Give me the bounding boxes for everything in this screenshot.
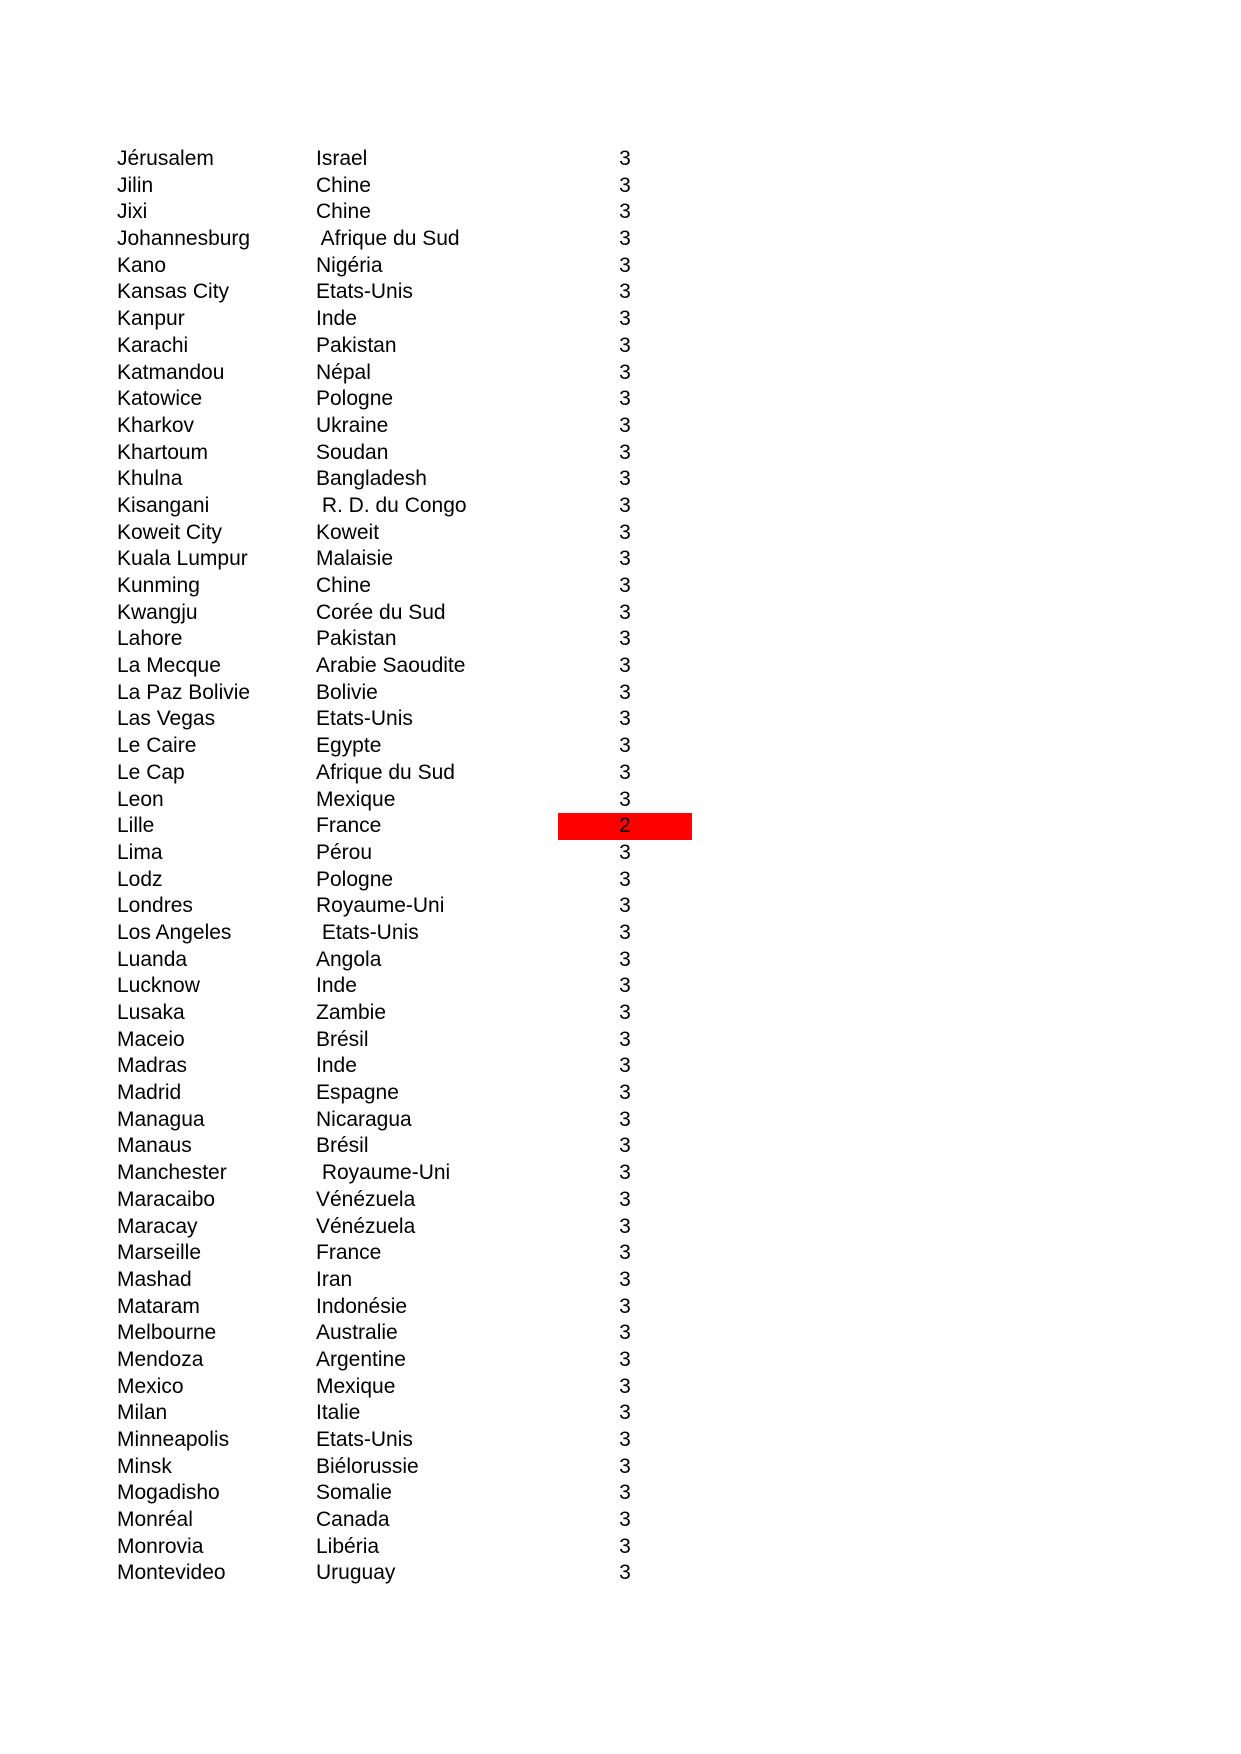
country-cell: Koweit: [316, 520, 380, 544]
country-cell: Chine: [316, 200, 371, 224]
value-cell: 3: [619, 1534, 631, 1558]
table-row: [0, 1107, 1241, 1134]
country-cell: Argentine: [316, 1347, 406, 1371]
country-cell: Bangladesh: [316, 467, 427, 491]
city-cell: Maracay: [117, 1214, 198, 1238]
table-row: [0, 920, 1241, 947]
value-cell: 3: [619, 1001, 631, 1024]
city-cell: Lodz: [117, 867, 163, 891]
value-cell: 3: [619, 307, 631, 331]
country-cell: Indonésie: [316, 1294, 408, 1318]
country-cell: Chine: [316, 574, 371, 597]
country-cell: Mexique: [316, 787, 396, 811]
table-row: [0, 279, 1241, 306]
country-cell: Brésil: [316, 1134, 369, 1158]
city-cell: Milan: [117, 1401, 168, 1425]
country-cell: Angola: [316, 947, 382, 971]
table-row: [0, 706, 1241, 733]
city-cell: Karachi: [117, 333, 189, 357]
country-cell: Zambie: [316, 1001, 387, 1024]
city-cell: Le Caire: [117, 734, 197, 758]
country-cell: Soudan: [316, 440, 389, 464]
country-cell: Libéria: [316, 1534, 380, 1558]
value-cell: 3: [619, 1374, 631, 1398]
city-cell: Mexico: [117, 1374, 184, 1398]
value-cell: 3: [619, 1294, 631, 1318]
country-cell: Inde: [316, 307, 357, 331]
country-cell: Nigéria: [316, 253, 383, 277]
table-row: [0, 973, 1241, 1000]
city-cell: Kunming: [117, 574, 200, 597]
value-cell: 3: [619, 1161, 631, 1185]
table-row: [0, 199, 1241, 226]
country-cell: Pérou: [316, 840, 373, 864]
value-cell: 3: [619, 493, 631, 517]
value-cell: 3: [619, 200, 631, 224]
value-cell: 3: [619, 253, 631, 277]
table-row: [0, 1214, 1241, 1241]
table-row: [0, 1454, 1241, 1481]
city-cell: Kharkov: [117, 413, 195, 437]
city-cell: Maracaibo: [117, 1187, 216, 1211]
city-cell: Lusaka: [117, 1001, 185, 1024]
city-cell: Managua: [117, 1107, 205, 1131]
table-row: [0, 893, 1241, 920]
country-cell: Arabie Saoudite: [316, 654, 466, 678]
table-row: [0, 493, 1241, 520]
value-cell: 3: [619, 1481, 631, 1505]
country-cell: France: [316, 1241, 382, 1265]
city-cell: Jérusalem: [117, 147, 214, 170]
city-cell: Lille: [117, 814, 155, 838]
city-cell: Mataram: [117, 1294, 200, 1318]
spreadsheet-table: [0, 146, 1241, 1587]
table-row: [0, 1400, 1241, 1427]
value-cell: 3: [619, 1081, 631, 1105]
value-cell: 3: [619, 1187, 631, 1211]
value-cell: 3: [619, 760, 631, 784]
value-cell: 3: [619, 867, 631, 891]
country-cell: Iran: [316, 1267, 353, 1291]
city-cell: Montevideo: [117, 1561, 226, 1585]
table-row: [0, 413, 1241, 440]
city-cell: Manaus: [117, 1134, 192, 1158]
table-row: [0, 466, 1241, 493]
city-cell: Koweit City: [117, 520, 223, 544]
table-row: [0, 1187, 1241, 1214]
table-row: [0, 1000, 1241, 1027]
value-cell: 3: [619, 1027, 631, 1051]
country-cell: Israel: [316, 147, 368, 170]
table-row: [0, 1347, 1241, 1374]
country-cell: Malaisie: [316, 547, 394, 571]
value-cell: 3: [619, 654, 631, 678]
value-cell: 3: [619, 1054, 631, 1078]
table-row: [0, 1080, 1241, 1107]
table-row: [0, 1133, 1241, 1160]
table-row: [0, 173, 1241, 200]
country-cell: Canada: [316, 1508, 390, 1532]
value-cell: 3: [619, 227, 631, 251]
country-cell: Royaume-Uni: [316, 1161, 451, 1185]
country-cell: Pakistan: [316, 627, 397, 651]
table-row: [0, 440, 1241, 467]
table-row: [0, 1240, 1241, 1267]
table-row: [0, 573, 1241, 600]
city-cell: Kwangju: [117, 600, 198, 624]
city-cell: Mogadisho: [117, 1481, 220, 1505]
city-cell: Londres: [117, 894, 193, 918]
city-cell: Kuala Lumpur: [117, 547, 248, 571]
city-cell: Marseille: [117, 1241, 202, 1265]
city-cell: Kanpur: [117, 307, 185, 331]
city-cell: Luanda: [117, 947, 188, 971]
value-cell: 3: [619, 680, 631, 704]
country-cell: Etats-Unis: [316, 920, 419, 944]
table-row: [0, 1294, 1241, 1321]
city-cell: La Paz Bolivie: [117, 680, 251, 704]
value-cell: 3: [619, 600, 631, 624]
country-cell: Nicaragua: [316, 1107, 412, 1131]
country-cell: Népal: [316, 360, 371, 384]
value-cell: 3: [619, 387, 631, 411]
value-cell: 3: [619, 1321, 631, 1345]
city-cell: Manchester: [117, 1161, 227, 1185]
city-cell: Kisangani: [117, 493, 210, 517]
country-cell: Biélorussie: [316, 1454, 419, 1478]
table-row: [0, 1053, 1241, 1080]
table-row: [0, 1480, 1241, 1507]
value-cell: 3: [619, 1241, 631, 1265]
value-cell: 3: [619, 840, 631, 864]
country-cell: R. D. du Congo: [316, 493, 467, 517]
highlighted-value-cell: 2: [558, 813, 692, 840]
value-cell: 3: [619, 1401, 631, 1425]
value-cell: 3: [619, 1134, 631, 1158]
city-cell: Lucknow: [117, 974, 200, 998]
city-cell: Khulna: [117, 467, 183, 491]
value-cell: 3: [619, 787, 631, 811]
city-cell: Kano: [117, 253, 167, 277]
country-cell: Mexique: [316, 1374, 396, 1398]
value-cell: 3: [619, 360, 631, 384]
country-cell: Vénézuela: [316, 1214, 416, 1238]
value-cell: 3: [619, 894, 631, 918]
value-cell: 3: [619, 467, 631, 491]
value-cell: 3: [619, 413, 631, 437]
city-cell: Las Vegas: [117, 707, 216, 731]
value-cell: 3: [619, 1267, 631, 1291]
value-cell: 3: [619, 1508, 631, 1532]
table-row: [0, 680, 1241, 707]
city-cell: Johannesburg: [117, 227, 251, 251]
table-row: [0, 1507, 1241, 1534]
table-row: [0, 1427, 1241, 1454]
country-cell: Espagne: [316, 1081, 399, 1105]
table-row: [0, 813, 1241, 840]
city-cell: Katowice: [117, 387, 203, 411]
city-cell: Madrid: [117, 1081, 182, 1105]
city-cell: Jilin: [117, 173, 154, 197]
table-row: [0, 520, 1241, 547]
city-cell: Maceio: [117, 1027, 185, 1051]
table-row: [0, 733, 1241, 760]
city-cell: Monréal: [117, 1508, 193, 1532]
table-row: [0, 306, 1241, 333]
country-cell: Pakistan: [316, 333, 397, 357]
value-cell: 3: [619, 1561, 631, 1585]
value-cell: 3: [619, 574, 631, 597]
table-row: [0, 386, 1241, 413]
value-cell: 3: [619, 1428, 631, 1451]
country-cell: Egypte: [316, 734, 382, 758]
value-cell: 3: [619, 547, 631, 571]
city-cell: Jixi: [117, 200, 148, 224]
value-cell: 3: [619, 280, 631, 304]
table-row: [0, 760, 1241, 787]
table-row: [0, 1534, 1241, 1561]
table-row: [0, 253, 1241, 280]
country-cell: Brésil: [316, 1027, 369, 1051]
city-cell: Mashad: [117, 1267, 192, 1291]
country-cell: Royaume-Uni: [316, 894, 445, 918]
table-row: [0, 1160, 1241, 1187]
value-cell: 3: [619, 920, 631, 944]
country-cell: Australie: [316, 1321, 398, 1345]
country-cell: Corée du Sud: [316, 600, 446, 624]
city-cell: Kansas City: [117, 280, 230, 304]
value-cell: 3: [619, 147, 631, 170]
country-cell: Etats-Unis: [316, 280, 413, 304]
table-row: [0, 546, 1241, 573]
city-cell: Khartoum: [117, 440, 209, 464]
table-row: [0, 226, 1241, 253]
country-cell: Chine: [316, 173, 371, 197]
table-row: [0, 1320, 1241, 1347]
country-cell: Etats-Unis: [316, 707, 413, 731]
value-cell: 3: [619, 520, 631, 544]
table-row: [0, 1027, 1241, 1054]
value-cell: 3: [619, 1107, 631, 1131]
city-cell: La Mecque: [117, 654, 221, 678]
table-row: [0, 360, 1241, 387]
city-cell: Mendoza: [117, 1347, 204, 1371]
table-row: [0, 1560, 1241, 1587]
city-cell: Lahore: [117, 627, 183, 651]
value-cell: 3: [619, 707, 631, 731]
value-cell: 3: [619, 627, 631, 651]
country-cell: Inde: [316, 1054, 357, 1078]
country-cell: Pologne: [316, 387, 394, 411]
city-cell: Minsk: [117, 1454, 172, 1478]
city-cell: Minneapolis: [117, 1428, 230, 1451]
city-cell: Katmandou: [117, 360, 225, 384]
city-cell: Le Cap: [117, 760, 185, 784]
country-cell: Ukraine: [316, 413, 389, 437]
table-row: [0, 600, 1241, 627]
country-cell: Italie: [316, 1401, 361, 1425]
country-cell: Vénézuela: [316, 1187, 416, 1211]
country-cell: Uruguay: [316, 1561, 396, 1585]
city-cell: Madras: [117, 1054, 188, 1078]
value-cell: 3: [619, 1347, 631, 1371]
city-cell: Melbourne: [117, 1321, 217, 1345]
table-row: [0, 787, 1241, 814]
table-row: [0, 146, 1241, 173]
value-cell: 3: [619, 440, 631, 464]
value-cell: 3: [619, 333, 631, 357]
country-cell: Afrique du Sud: [316, 760, 455, 784]
city-cell: Monrovia: [117, 1534, 204, 1558]
value-cell: 3: [619, 974, 631, 998]
value-cell: 3: [619, 173, 631, 197]
table-row: [0, 867, 1241, 894]
city-cell: Los Angeles: [117, 920, 232, 944]
value-cell: 3: [619, 1214, 631, 1238]
value-cell: 3: [619, 1454, 631, 1478]
table-row: [0, 626, 1241, 653]
table-row: [0, 653, 1241, 680]
table-row: [0, 333, 1241, 360]
table-row: [0, 840, 1241, 867]
country-cell: Inde: [316, 974, 357, 998]
country-cell: Bolivie: [316, 680, 378, 704]
city-cell: Leon: [117, 787, 164, 811]
country-cell: Pologne: [316, 867, 394, 891]
city-cell: Lima: [117, 840, 163, 864]
country-cell: Etats-Unis: [316, 1428, 413, 1451]
value-cell: 3: [619, 947, 631, 971]
table-row: [0, 947, 1241, 974]
country-cell: Afrique du Sud: [316, 227, 460, 251]
value-cell: 3: [619, 734, 631, 758]
table-row: [0, 1267, 1241, 1294]
country-cell: France: [316, 814, 382, 838]
table-row: [0, 1374, 1241, 1401]
country-cell: Somalie: [316, 1481, 392, 1505]
